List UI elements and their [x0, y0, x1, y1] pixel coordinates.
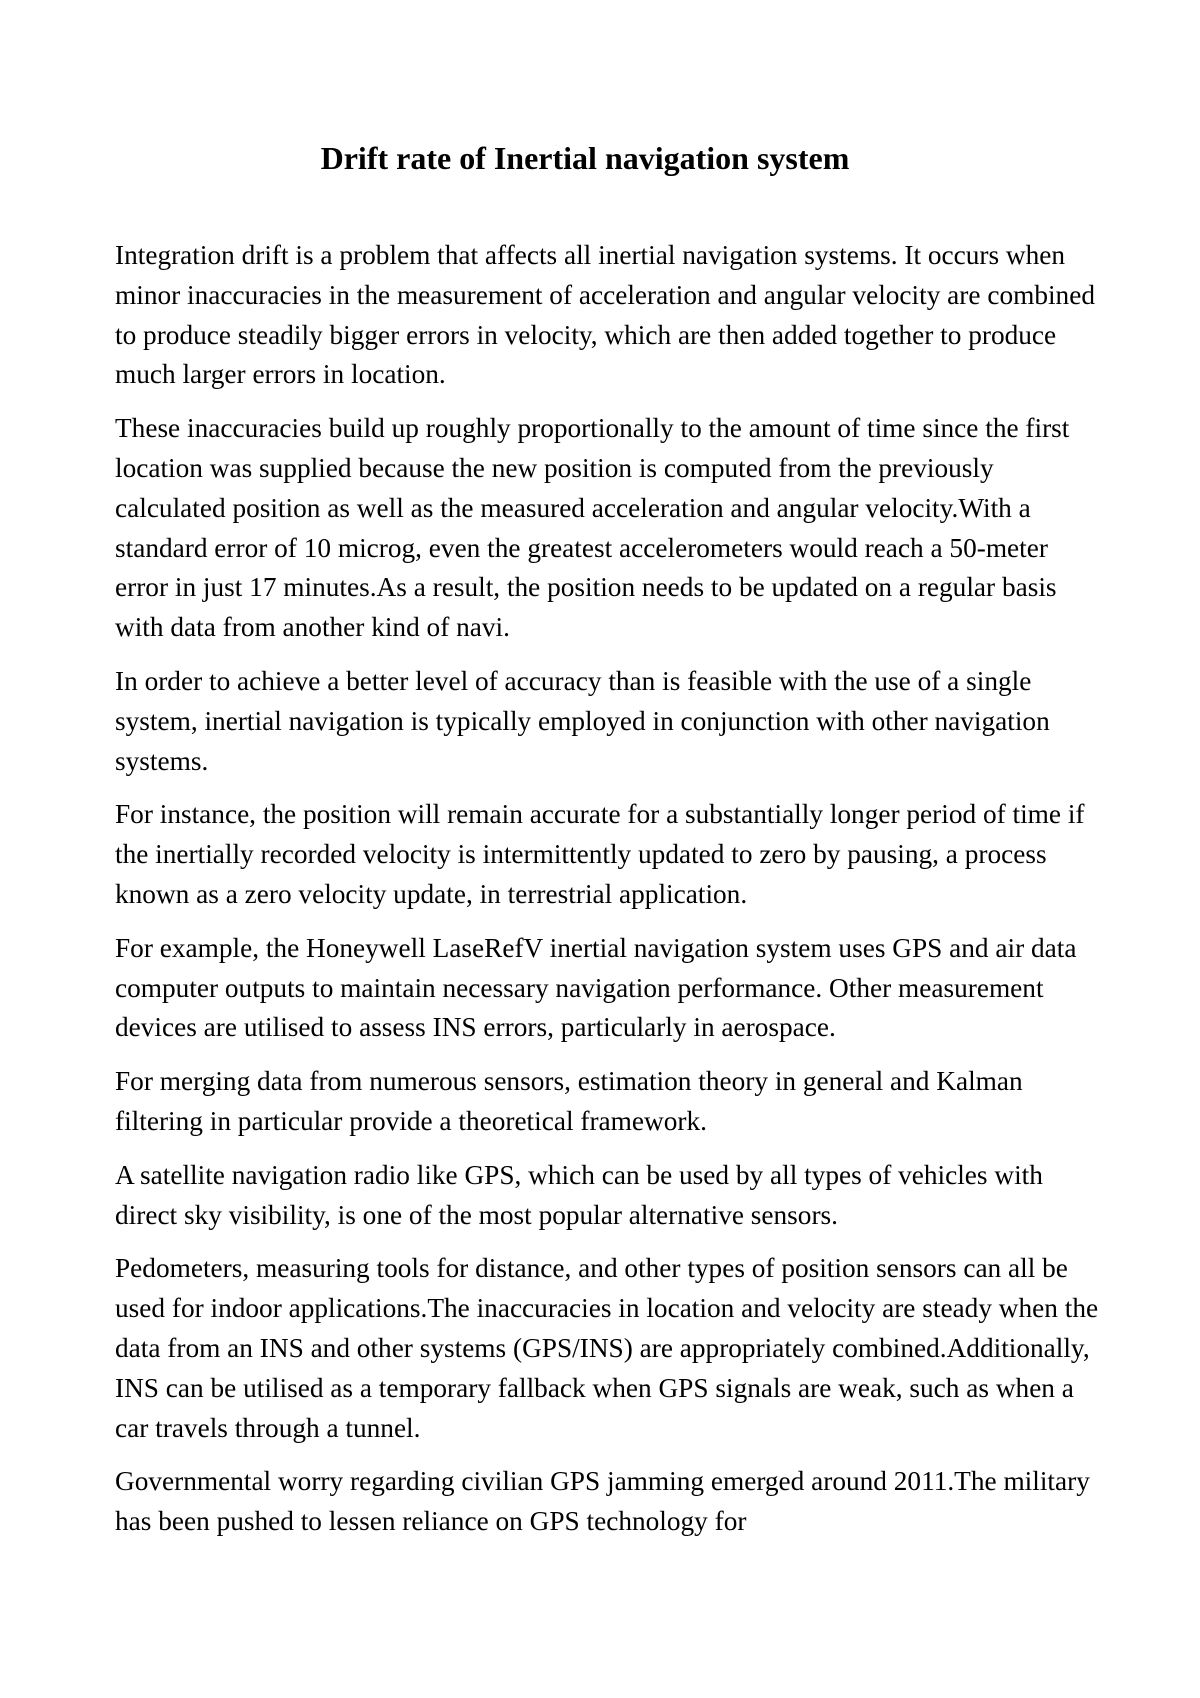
paragraph-5: For example, the Honeywell LaseRefV inertial navigation system uses GPS and air data computer outputs to maintain necessary navigation performance. Other measurement devices are utilised to assess INS errors, particularly in aerospace.: [115, 932, 1077, 1043]
document-body: [115, 236, 1105, 1556]
paragraph-3: In order to achieve a better level of accuracy than is feasible with the use of a single system, inertial navigation is typically employed in conjunction with other navigation systems.: [115, 665, 1050, 776]
paragraph-7: A satellite navigation radio like GPS, which can be used by all types of vehicles with direct sky visibility, is one of the most popular alternative sensors.: [115, 1159, 1043, 1230]
paragraph-1: Integration drift is a problem that affects all inertial navigation systems. It occurs when minor inaccuracies in the measurement of acceleration and angular velocity are combined to produce steadily bigger errors in velocity, which are then added together to produce much larger errors in location.: [115, 240, 1095, 390]
paragraph-4: For instance, the position will remain accurate for a substantially longer period of time if the inertially recorded velocity is intermittently updated to zero by pausing, a process known as a zero velocity update, in terrestrial application.: [115, 799, 1085, 909]
paragraph-8: Pedometers, measuring tools for distance, and other types of position sensors can all be used for indoor applications.The inaccuracies in location and velocity are steady when the data from an INS and other systems (GPS/INS) are appropriately combined.Additionally, INS can be utilised as a temporary fallback when GPS signals are weak, such as when a car travels through a tunnel.: [115, 1253, 1099, 1443]
paragraph-9: Governmental worry regarding civilian GPS jamming emerged around 2011.The military has been pushed to lessen reliance on GPS technology for: [115, 1466, 1090, 1537]
document-title: Drift rate of Inertial navigation system: [320, 140, 850, 176]
paragraph-2: These inaccuracies build up roughly proportionally to the amount of time since the first location was supplied because the new position is computed from the previously calculated position as well as the measured acceleration and angular velocity.With a standard error of 10 microg, even the greatest accelerometers would reach a 50-meter error in just 17 minutes.As a result, the position needs to be updated on a regular basis with data from another kind of navi.: [115, 413, 1070, 643]
paragraph-6: For merging data from numerous sensors, estimation theory in general and Kalman filtering in particular provide a theoretical framework.: [115, 1066, 1023, 1136]
